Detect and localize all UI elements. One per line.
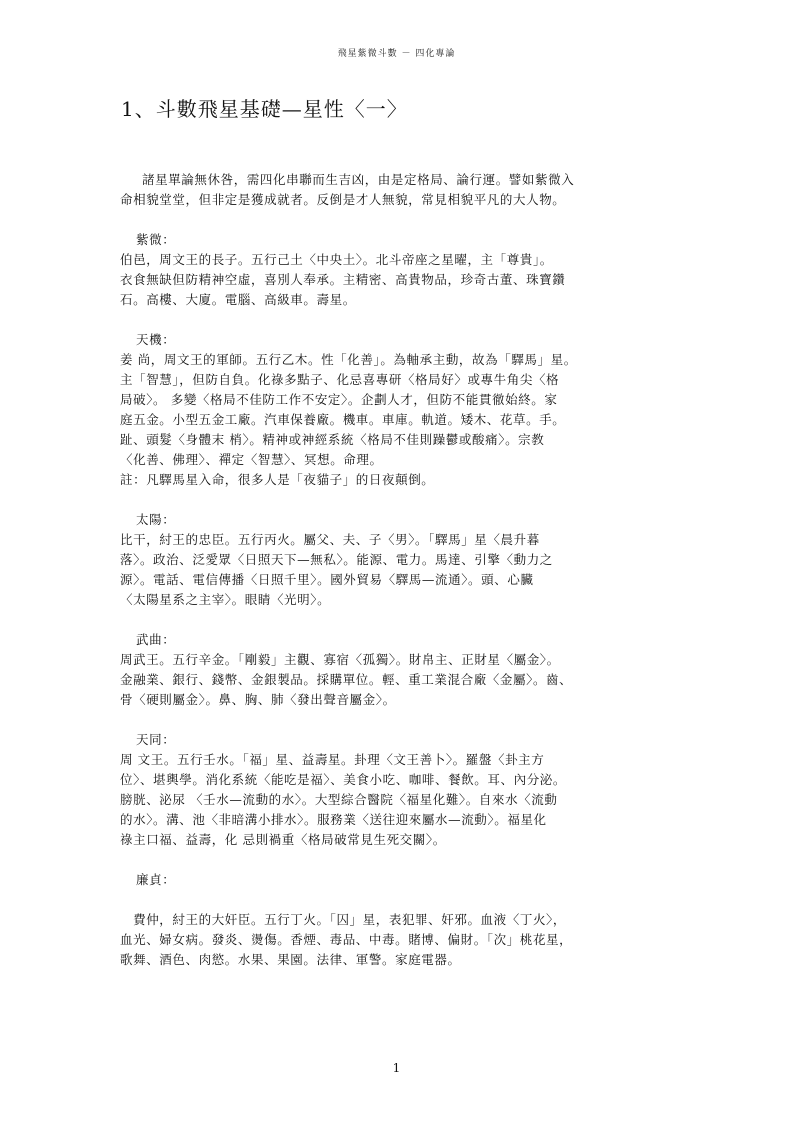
star-description-line: 骨〈硬則屬金〉。鼻、胸、肺〈發出聲音屬金〉。 <box>120 692 396 707</box>
star-entry <box>120 230 680 310</box>
intro-paragraph <box>120 170 680 210</box>
star-description-line: 周 文王。五行壬水。「福」星、益壽星。卦理〈文王善卜〉。羅盤〈卦主方 <box>120 752 545 767</box>
star-description-line: 趾、頭髮〈身體末 梢〉。精神或神經系統〈格局不佳則躁鬱或酸痛〉。宗教 <box>120 432 545 447</box>
star-description-line <box>120 890 680 910</box>
star-entry <box>120 730 680 850</box>
intro-line: 諸星單論無休咎，需四化串聯而生吉凶，由是定格局、論行運。譬如紫微入 <box>142 172 575 187</box>
star-name: 武曲： <box>136 632 176 647</box>
star-description-line: 落〉。政治、泛愛眾〈日照天下—無私〉。能源、電力。馬達、引擎〈動力之 <box>120 552 553 567</box>
star-description-line: 石。高樓、大廈。電腦、高級車。壽星。 <box>120 292 356 307</box>
star-name: 太陽： <box>136 512 176 527</box>
star-description-line: 膀胱、泌尿 〈壬水—流動的水〉。大型綜合醫院〈福星化難〉。自來水〈流動 <box>120 792 558 807</box>
star-name: 天機： <box>136 332 176 347</box>
star-description-line: 衣食無缺但防精神空虛，喜別人奉承。主精密、高貴物品，珍奇古董、珠寶鑽 <box>120 272 566 287</box>
star-description-line: 姜 尚，周文王的軍師。五行乙木。性「化善」。為軸承主動，故為「驛馬」星。 <box>120 352 577 367</box>
star-description-line: 伯邑，周文王的長子。五行己土〈中央土〉。北斗帝座之星曜，主「尊貴」。 <box>120 252 553 267</box>
star-description-line: 源〉。電話、電信傳播〈日照千里〉。國外貿易〈驛馬—流通〉。頭、心臟 <box>120 572 534 587</box>
star-name: 天同： <box>136 732 176 747</box>
star-description-line: 比干，紂王的忠臣。五行丙火。屬父、夫、子〈男〉。「驛馬」星〈晨升暮 <box>120 532 540 547</box>
section-title: 1、斗數飛星基礎—星性〈一〉 <box>121 97 408 121</box>
star-name: 紫微： <box>136 232 176 247</box>
star-entry <box>120 510 680 610</box>
star-entry <box>120 870 680 970</box>
star-description-line: 庭五金。小型五金工廠。汽車保養廠。機車。車庫。軌道。矮木、花草。手。 <box>120 412 566 427</box>
star-entry <box>120 330 680 490</box>
star-description-line: 祿主口福、益壽，化 忌則禍重〈格局破常見生死交關〉。 <box>120 832 446 847</box>
intro-line: 命相貌堂堂，但非定是獲成就者。反倒是才人無貌，常見相貌平凡的大人物。 <box>120 192 566 207</box>
star-name: 廉貞： <box>136 872 176 887</box>
running-header: 飛星紫微斗數 － 四化專論 <box>337 49 456 59</box>
star-description-line: 〈化善、佛理〉、禪定〈智慧〉、冥想。命理。 <box>120 452 383 467</box>
star-description-line: 〈太陽星系之主宰〉。眼睛〈光明〉。 <box>120 592 331 607</box>
page-number: 1 <box>392 1061 401 1075</box>
star-list <box>120 230 680 970</box>
star-description-line: 歌舞、酒色、肉慾。水果、果園。法律、軍警。家庭電器。 <box>120 952 461 967</box>
star-description-line: 血光、婦女病。發炎、燙傷。香煙、毒品、中毒。賭博、偏財。「次」桃花星， <box>120 932 573 947</box>
document-body <box>120 170 680 970</box>
star-description-line: 局破〉。 多變〈格局不佳防工作不安定〉。企劃人才，但防不能貫徹始終。家 <box>120 392 558 407</box>
star-description-line: 主「智慧」，但防自負。化祿多點子、化忌喜專研〈格局好〉或專牛角尖〈格 <box>120 372 560 387</box>
star-description-line: 位〉、堪輿學。消化系統〈能吃是福〉、美食小吃、咖啡、餐飲。耳、內分泌。 <box>120 772 567 787</box>
star-entry <box>120 630 680 710</box>
star-description-line: 周武王。五行辛金。「剛毅」主觀、寡宿〈孤獨〉。財帛主、正財星〈屬金〉。 <box>120 652 560 667</box>
star-description-line: 註：凡驛馬星入命，很多人是「夜貓子」的日夜顛倒。 <box>120 472 435 487</box>
star-description-line: 費仲，紂王的大奸臣。五行丁火。「囚」星，表犯罪、奸邪。血液〈丁火〉， <box>120 912 567 927</box>
star-description-line: 金融業、銀行、錢幣、金銀製品。採購單位。輕、重工業混合廠〈金屬〉。齒、 <box>120 672 573 687</box>
star-description-line: 的水〉。溝、池〈非暗溝小排水〉。服務業〈送往迎來屬水—流動〉。福星化 <box>120 812 547 827</box>
